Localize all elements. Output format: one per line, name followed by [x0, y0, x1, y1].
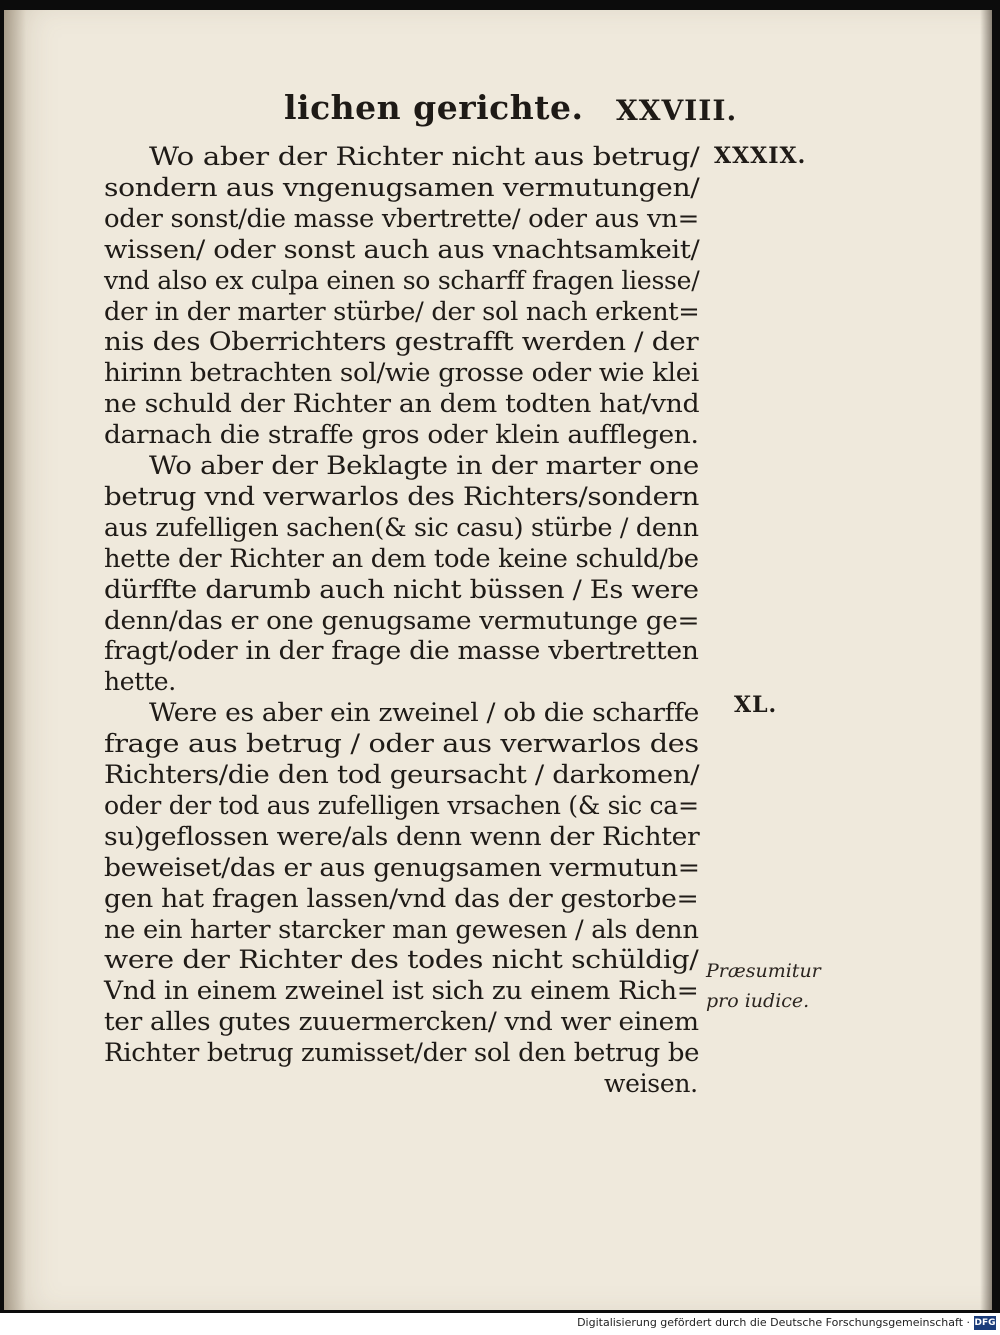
body-line: darnach die straffe gros oder klein aufflegen. [104, 420, 699, 450]
body-line: Were es aber ein zweinel / ob die scharffe [149, 698, 700, 728]
body-line: denn/das er one genugsame vermutunge ge= [104, 605, 700, 635]
body-line: nis des Oberrichters gestrafft werden / der [104, 327, 699, 357]
body-line: weisen. [604, 1069, 698, 1098]
gutter-shadow [4, 10, 26, 1310]
footer-bar [0, 1313, 1000, 1335]
dfg-logo-icon: DFG [974, 1318, 996, 1328]
body-line: Wo aber der Richter nicht aus betrug/ [149, 142, 700, 171]
body-line: Vnd in einem zweinel ist sich zu einem Rich= [104, 976, 699, 1006]
body-line: aus zufelligen sachen(& sic casu) stürbe / denn [104, 512, 699, 542]
body-line: ne schuld der Richter an dem todten hat/vnd [104, 389, 700, 419]
body-line: vnd also ex culpa einen so scharff fragen liesse/ [104, 265, 700, 295]
body-line: ter alles gutes zuuermercken/ vnd wer einem [104, 1007, 699, 1037]
margin-section-number: XXXIX. [714, 143, 807, 169]
body-line: wissen/ oder sonst auch aus vnachtsamkeit/ [104, 234, 700, 264]
body-line: ne ein harter starcker man gewesen / als denn [104, 914, 699, 944]
body-line: betrug vnd verwarlos des Richters/sondern [104, 481, 700, 511]
folio-number: XXVIII. [616, 94, 738, 127]
footer-credit: Digitalisierung gefördert durch die Deutsche Forschungsgemeinschaft · [577, 1316, 970, 1329]
body-line: oder sonst/die masse vbertrette/ oder aus vn= [104, 203, 700, 233]
body-line: beweiset/das er aus genugsamen vermutun= [104, 852, 700, 882]
body-line: der in der marter stürbe/ der sol nach erkent= [104, 296, 700, 326]
page-edge-shadow [980, 10, 992, 1310]
body-line: dürffte darumb auch nicht büssen / Es were [104, 574, 699, 604]
body-line: oder der tod aus zufelligen vrsachen (& sic ca= [104, 790, 699, 820]
body-line: Richter betrug zumisset/der sol den betrug be [104, 1038, 700, 1068]
body-line: hette. [104, 667, 176, 697]
body-line: su)geflossen were/als denn wenn der Richter [104, 821, 700, 851]
body-line: gen hat fragen lassen/vnd das der gestorbe= [104, 883, 699, 913]
book-page [4, 10, 992, 1310]
body-line: frage aus betrug / oder aus verwarlos des [104, 729, 699, 759]
margin-note-line: pro iudice. [706, 990, 810, 1012]
body-line: hette der Richter an dem tode keine schuld/be [104, 543, 699, 573]
running-head: lichen gerichte. [284, 88, 584, 127]
body-line: Wo aber der Beklagte in der marter one [149, 451, 699, 480]
body-line: Richters/die den tod geursacht / darkomen/ [104, 760, 700, 789]
body-line: sondern aus vngenugsamen vermutungen/ [104, 172, 700, 202]
body-line: hirinn betrachten sol/wie grosse oder wie klei [104, 358, 699, 388]
body-line: were der Richter des todes nicht schüldig/ [104, 945, 699, 975]
margin-note-line: Præsumitur [706, 960, 821, 982]
body-line: fragt/oder in der frage die masse vbertretten [104, 636, 699, 666]
margin-section-number: XL. [734, 692, 778, 718]
